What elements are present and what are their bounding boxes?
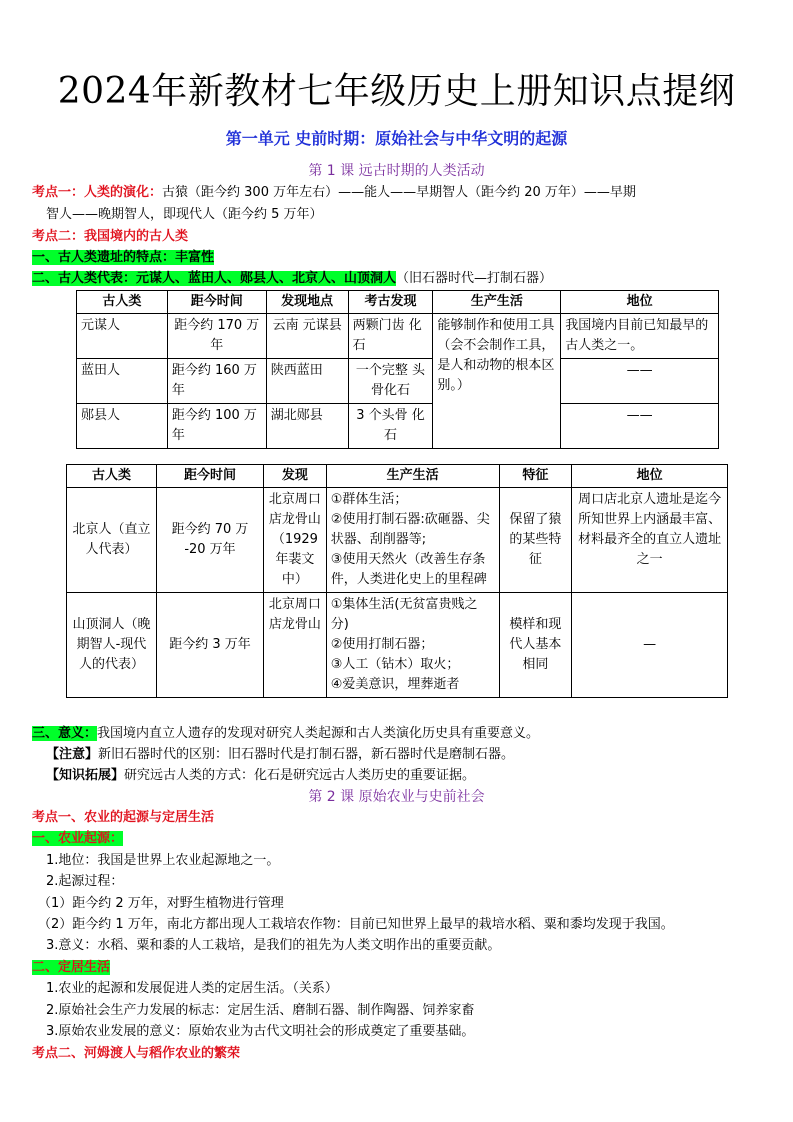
cell-time: 距今约 100 万年 xyxy=(167,404,266,449)
life-item: ②使用打制石器； xyxy=(330,637,434,652)
cell-time: 距今约 70 万 -20 万年 xyxy=(156,488,263,593)
life-item: ③人工（钻木）取火； xyxy=(330,657,460,672)
column-header: 距今时间 xyxy=(156,465,263,488)
life-item: ④爱美意识，埋葬逝者 xyxy=(330,677,460,692)
section-2-note: （旧石器时代—打制石器） xyxy=(396,271,553,286)
table-row xyxy=(77,404,719,449)
note-extension-text: 研究远古人类的方式：化石是研究远古人类历史的重要证据。 xyxy=(124,768,476,783)
life-item: ②使用打制石器:砍砸器、尖状器、刮削器等; xyxy=(330,512,490,547)
settle-section xyxy=(32,958,110,978)
cell-time: 距今约 3 万年 xyxy=(156,593,263,698)
settle-line-2: 2.原始社会生产力发展的标志：定居生活、磨制石器、制作陶器、饲养家畜 xyxy=(46,1003,475,1018)
cell-time: 距今约 170 万年 xyxy=(167,314,266,359)
note-attention-label: 【注意】 xyxy=(46,747,99,762)
cell-place: 陕西蓝田 xyxy=(266,359,348,404)
column-header: 古人类 xyxy=(77,291,168,314)
key-point-1-label: 考点一：人类的演化： xyxy=(32,185,163,200)
section-3-label: 三、意义： xyxy=(32,726,98,741)
cell-feature: 模样和现代人基本相同 xyxy=(499,593,572,698)
column-header: 生产生活 xyxy=(326,465,499,488)
cell-status: —— xyxy=(561,404,719,449)
cell-find: 北京周口店龙骨山（1929年裴文中） xyxy=(264,488,327,593)
settle-line-1: 1.农业的起源和发展促进人类的定居生活。（关系） xyxy=(46,981,338,996)
key-point-1-text: 古猿（距今约 300 万年左右）——能人——早期智人（距今约 20 万年）——早期 xyxy=(162,185,636,200)
cell-name: 山顶洞人（晚期智人-现代人的代表） xyxy=(67,593,157,698)
agri-heading: 一、农业起源： xyxy=(32,831,124,846)
cell-name: 北京人（直立人代表） xyxy=(67,488,157,593)
cell-life-shared: 能够制作和使用工具（会不会制作工具，是人和动物的根本区别。） xyxy=(433,314,561,449)
settle-heading: 二、定居生活 xyxy=(32,960,111,975)
cell-find: 一个完整 头骨化石 xyxy=(348,359,433,404)
table-ancient-humans-1 xyxy=(76,290,719,449)
cell-status: 周口店北京人遗址是迄今所知世界上内涵最丰富、材料最齐全的直立人遗址之一 xyxy=(572,488,728,593)
cell-life xyxy=(326,593,499,698)
cell-status: — xyxy=(572,593,728,698)
table-row xyxy=(77,314,719,359)
cell-place: 湖北郧县 xyxy=(266,404,348,449)
table-header-row xyxy=(67,465,728,488)
key-point-3 xyxy=(32,808,214,828)
cell-status: —— xyxy=(561,359,719,404)
cell-status: 我国境内目前已知最早的古人类之一。 xyxy=(561,314,719,359)
key-point-3-label: 考点一、农业的起源与定居生活 xyxy=(32,810,215,825)
section-3-text: 我国境内直立人遗存的发现对研究人类起源和古人类演化历史具有重要意义。 xyxy=(97,726,540,741)
section-1 xyxy=(32,248,214,268)
note-extension xyxy=(46,766,475,786)
key-point-1-cont: 智人——晚期智人，即现代人（距今约 5 万年） xyxy=(46,207,323,222)
key-point-2 xyxy=(32,227,188,247)
column-header: 发现 xyxy=(264,465,327,488)
section-2-label: 二、古人类代表：元谋人、蓝田人、郧县人、北京人、山顶洞人 xyxy=(32,271,397,286)
cell-find: 两颗门齿 化石 xyxy=(348,314,433,359)
column-header: 发现地点 xyxy=(266,291,348,314)
cell-feature: 保留了猿的某些特征 xyxy=(499,488,572,593)
column-header: 地位 xyxy=(572,465,728,488)
section-3 xyxy=(32,724,539,744)
section-2 xyxy=(32,269,552,289)
key-point-4-label: 考点二、河姆渡人与稻作农业的繁荣 xyxy=(32,1046,241,1061)
cell-name: 元谋人 xyxy=(77,314,168,359)
cell-find: 北京周口店龙骨山 xyxy=(264,593,327,698)
life-item: ③使用天然火（改善生存条件，人类进化史上的里程碑 xyxy=(330,552,487,587)
column-header: 考古发现 xyxy=(348,291,433,314)
table-ancient-humans-2 xyxy=(66,464,728,698)
cell-name: 郧县人 xyxy=(77,404,168,449)
column-header: 地位 xyxy=(561,291,719,314)
table-row xyxy=(77,359,719,404)
key-point-4 xyxy=(32,1044,240,1064)
lesson-2-heading: 第 2 课 原始农业与史前社会 xyxy=(308,789,485,805)
cell-time: 距今约 160 万年 xyxy=(167,359,266,404)
agri-line-5: 3.意义：水稻、粟和黍的人工栽培，是我们的祖先为人类文明作出的重要贡献。 xyxy=(46,938,501,953)
note-attention-text: 新旧石器时代的区别：旧石器时代是打制石器，新石器时代是磨制石器。 xyxy=(98,747,515,762)
page-title: 2024年新教材七年级历史上册知识点提纲 xyxy=(57,71,736,112)
section-1-text: 一、古人类遗址的特点：丰富性 xyxy=(32,250,215,265)
table-row xyxy=(67,593,728,698)
agri-line-1: 1.地位：我国是世界上农业起源地之一。 xyxy=(46,853,280,868)
agri-line-2: 2.起源过程： xyxy=(46,874,124,889)
settle-line-3: 3.原始农业发展的意义：原始农业为古代文明社会的形成奠定了重要基础。 xyxy=(46,1024,475,1039)
agri-section xyxy=(32,829,123,849)
cell-place: 云南 元谋县 xyxy=(266,314,348,359)
note-extension-label: 【知识拓展】 xyxy=(46,768,125,783)
unit-heading: 第一单元 史前时期：原始社会与中华文明的起源 xyxy=(225,129,568,148)
life-item: ①集体生活(无贫富贵贱之分) xyxy=(330,597,478,632)
table-header-row xyxy=(77,291,719,314)
key-point-2-label: 考点二：我国境内的古人类 xyxy=(32,229,189,244)
column-header: 特征 xyxy=(499,465,572,488)
column-header: 生产生活 xyxy=(433,291,561,314)
note-attention xyxy=(46,745,514,765)
key-point-1 xyxy=(32,183,636,203)
agri-line-4: （2）距今约 1 万年，南北方都出现人工栽培农作物：目前已知世界上最早的栽培水稻、粟和黍均发现于我国。 xyxy=(38,917,674,932)
lesson-1-heading: 第 1 课 远古时期的人类活动 xyxy=(308,163,485,179)
cell-find: 3 个头骨 化石 xyxy=(348,404,433,449)
cell-name: 蓝田人 xyxy=(77,359,168,404)
life-item: ①群体生活； xyxy=(330,492,408,507)
agri-line-3: （1）距今约 2 万年，对野生植物进行管理 xyxy=(38,896,284,911)
cell-life xyxy=(326,488,499,593)
column-header: 距今时间 xyxy=(167,291,266,314)
column-header: 古人类 xyxy=(67,465,157,488)
table-row xyxy=(67,488,728,593)
